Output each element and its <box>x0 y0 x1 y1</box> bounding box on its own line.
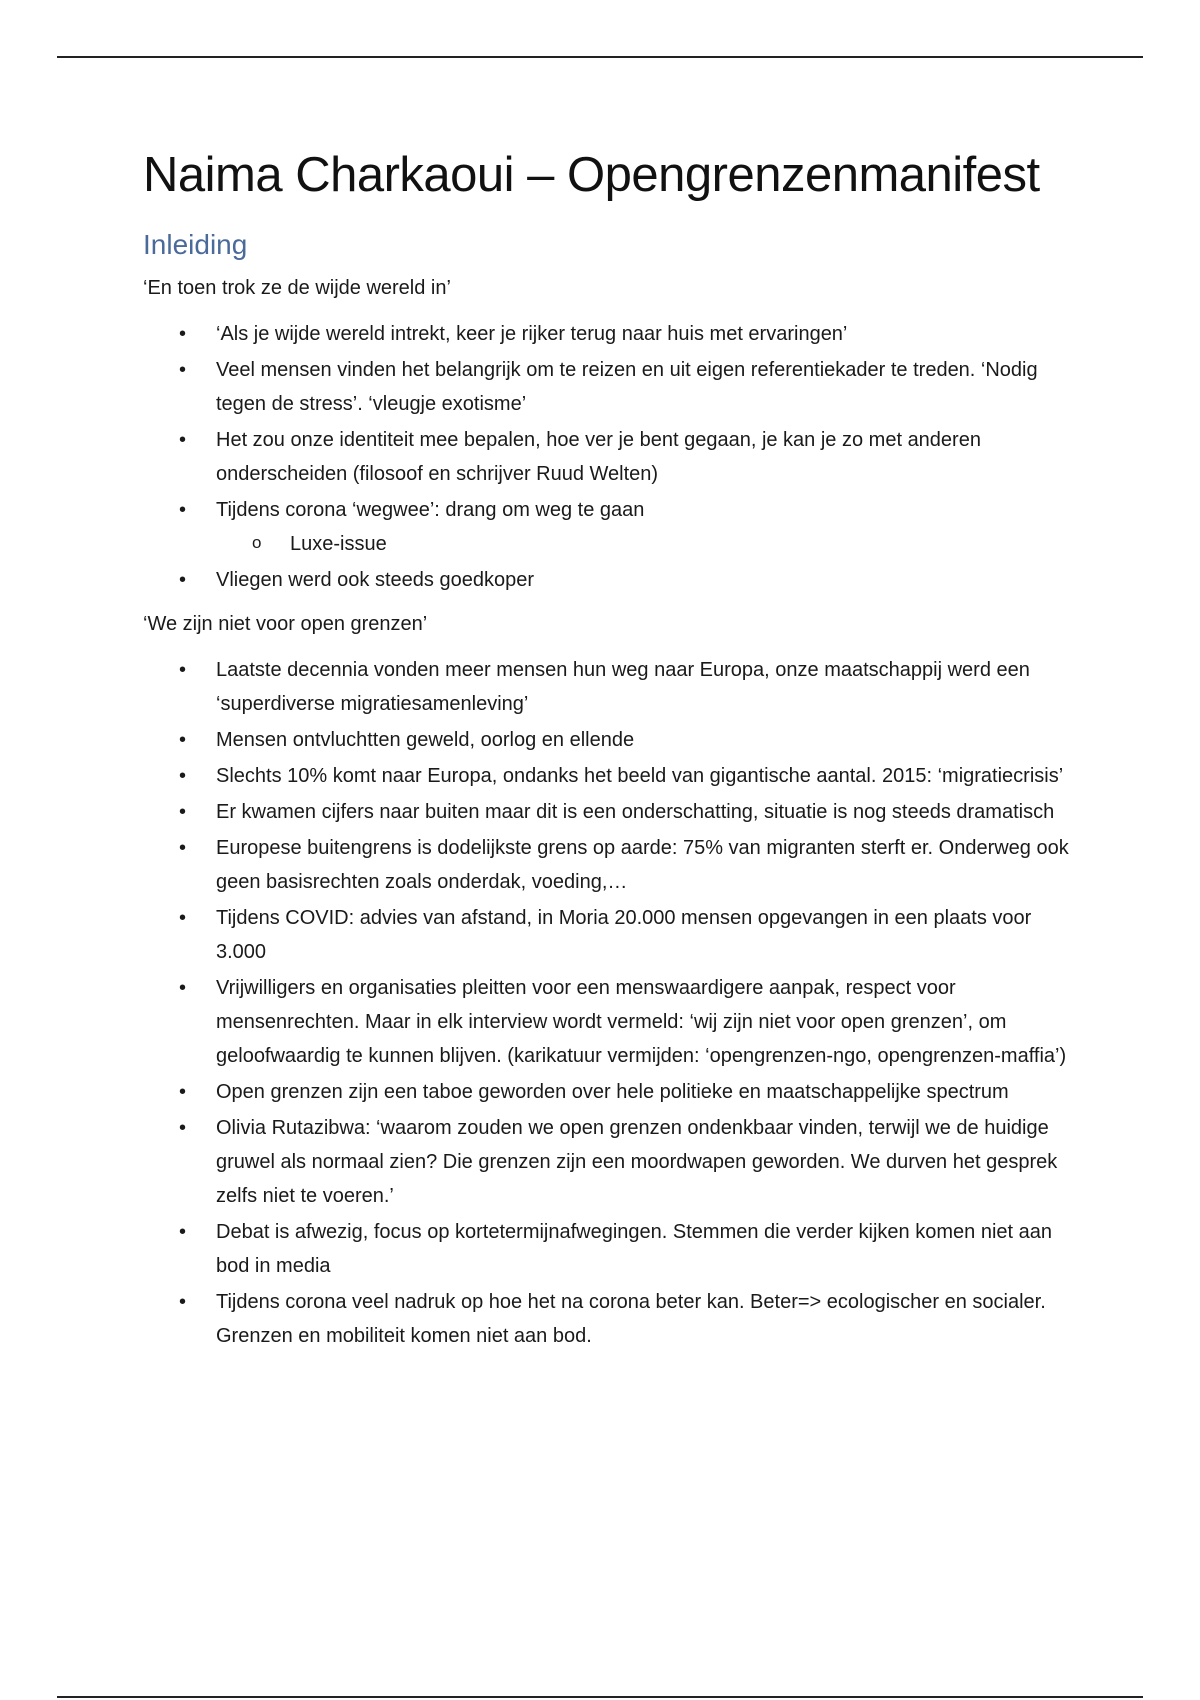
list-item-text: Tijdens corona ‘wegwee’: drang om weg te gaan <box>216 499 645 521</box>
top-rule <box>57 56 1143 58</box>
list-item <box>143 493 1073 561</box>
section-label: ‘En toen trok ze de wijde wereld in’ <box>143 277 451 299</box>
sub-list <box>216 527 1073 561</box>
section-label: ‘We zijn niet voor open grenzen’ <box>143 613 428 635</box>
list-item: • Mensen ontvluchtten geweld, oorlog en ellende <box>143 723 1073 757</box>
section-heading: Inleiding <box>143 229 248 260</box>
list-item: • Er kwamen cijfers naar buiten maar dit is een onderschatting, situatie is nog steeds dramatisch <box>143 795 1073 829</box>
bullet-list <box>143 653 1073 1353</box>
list-item: • Laatste decennia vonden meer mensen hun weg naar Europa, onze maatschappij werd een ‘superdiverse migratiesamenleving’ <box>143 653 1073 721</box>
list-item: • Veel mensen vinden het belangrijk om te reizen en uit eigen referentiekader te treden. ‘Nodig tegen de stress’. ‘vleugje exotisme’ <box>143 353 1073 421</box>
bottom-rule <box>57 1696 1143 1698</box>
list-item: • Vrijwilligers en organisaties pleitten voor een menswaardigere aanpak, respect voor mensenrechten. Maar in elk interview wordt vermeld: ‘wij zijn niet voor open grenzen’, om geloofwaardig te kunnen blijven. (karikatuur vermijden: ‘opengrenzen-ngo, opengrenzen-maffia’) <box>143 971 1073 1073</box>
list-item: • Open grenzen zijn een taboe geworden over hele politieke en maatschappelijke spectrum <box>143 1075 1073 1109</box>
list-item: • Het zou onze identiteit mee bepalen, hoe ver je bent gegaan, je kan je zo met anderen onderscheiden (filosoof en schrijver Ruud Welten) <box>143 423 1073 491</box>
list-item: • ‘Als je wijde wereld intrekt, keer je rijker terug naar huis met ervaringen’ <box>143 317 1073 351</box>
list-item: • Vliegen werd ook steeds goedkoper <box>143 563 1073 597</box>
list-item: • Tijdens COVID: advies van afstand, in Moria 20.000 mensen opgevangen in een plaats voor 3.000 <box>143 901 1073 969</box>
list-item: • Debat is afwezig, focus op kortetermijnafwegingen. Stemmen die verder kijken komen niet aan bod in media <box>143 1215 1073 1283</box>
list-item: • Slechts 10% komt naar Europa, ondanks het beeld van gigantische aantal. 2015: ‘migratiecrisis’ <box>143 759 1073 793</box>
document-title: Naima Charkaoui – Opengrenzenmanifest <box>143 148 1040 202</box>
list-item: • Europese buitengrens is dodelijkste grens op aarde: 75% van migranten sterft er. Onderweg ook geen basisrechten zoals onderdak, voeding,… <box>143 831 1073 899</box>
sub-list-item: o Luxe-issue <box>216 527 1073 561</box>
list-item: • Tijdens corona veel nadruk op hoe het na corona beter kan. Beter=> ecologischer en socialer. Grenzen en mobiliteit komen niet aan bod. <box>143 1285 1073 1353</box>
bullet-list <box>143 317 1073 597</box>
list-item: • Olivia Rutazibwa: ‘waarom zouden we open grenzen ondenkbaar vinden, terwijl we de huidige gruwel als normaal zien? Die grenzen zijn een moordwapen geworden. We durven het gesprek zelfs niet te voeren.’ <box>143 1111 1073 1213</box>
document-page <box>143 145 1073 1355</box>
